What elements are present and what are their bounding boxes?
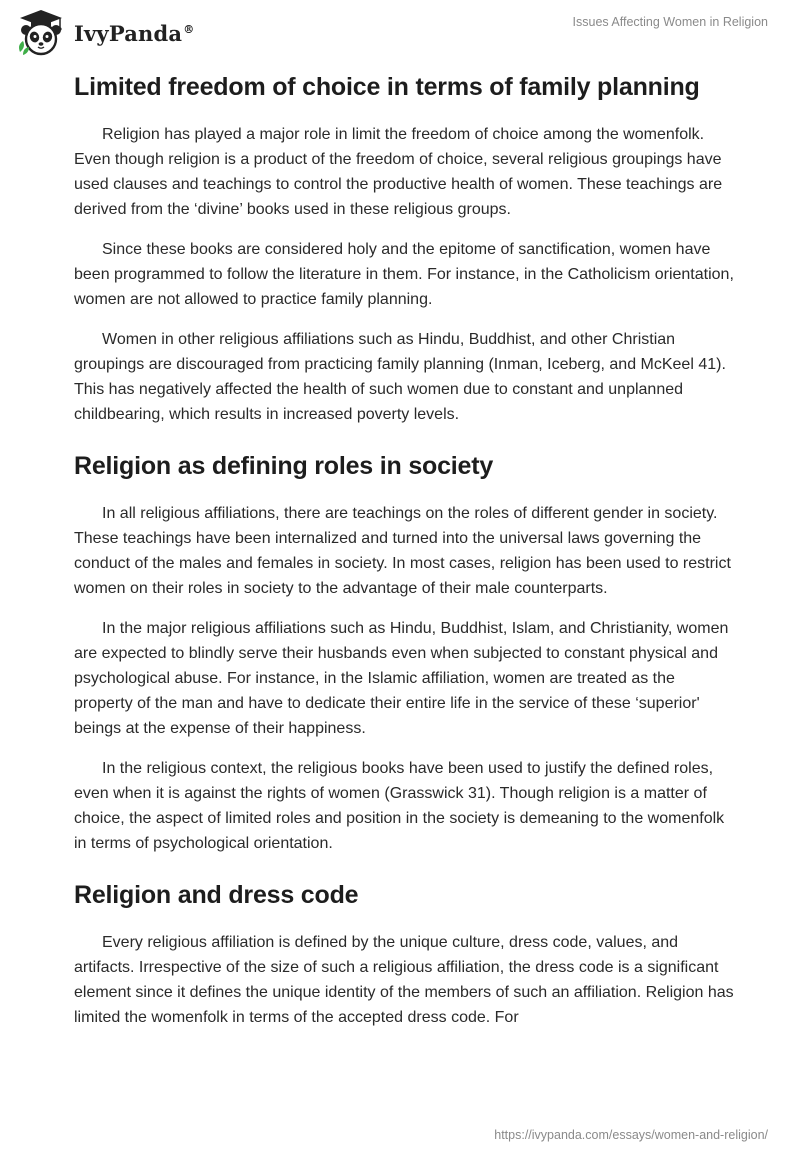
paragraph: Religion has played a major role in limit the freedom of choice among the womenfolk. Even though religion is a product of the freedom of choice, several religious groupings have used clauses and teachings to control the productive health of women. These teachings are derived from the ‘divine’ books used in these religious groups. [74,126,723,218]
paragraph: Every religious affiliation is defined by the unique culture, dress code, values, and artifacts. Irrespective of the size of such a religious affiliation, the dress code is a significant element since it defines the unique identity of the members of such an affiliation. Religion has limited the womenfolk in terms of the accepted dress code. For [74,934,734,1026]
section-heading: Religion and dress code [74,881,359,909]
section-family-planning [74,70,734,427]
document-title: Issues Affecting Women in Religion [572,15,768,29]
page-header [14,8,768,60]
paragraph: In the religious context, the religious books have been used to justify the defined roles, even when it is against the rights of women (Grasswick 31). Though religion is a matter of choice, the aspect of limited roles and position in the society is demeaning to the womenfolk in terms of psychological orientation. [74,760,725,852]
source-url[interactable]: https://ivypanda.com/essays/women-and-religion/ [494,1128,768,1142]
section-roles-in-society [74,449,734,856]
paragraph: Women in other religious affiliations such as Hindu, Buddhist, and other Christian groupings are discouraged from practicing family planning (Inman, Iceberg, and McKeel 41). This has negatively affected the health of such women due to constant and unplanned childbearing, which results in increased poverty levels. [74,331,726,423]
paragraph: In the major religious affiliations such as Hindu, Buddhist, Islam, and Christianity, women are expected to blindly serve their husbands even when subjected to constant physical and psychological abuse. For instance, in the Islamic affiliation, women are treated as the property of the man and have to dedicate their entire life in the service of these ‘superior' beings at the expense of their happiness. [74,620,729,737]
registered-mark: ® [183,22,195,36]
essay-body [74,70,734,1045]
section-heading: Religion as defining roles in society [74,452,494,480]
section-dress-code [74,878,734,1030]
ivypanda-logo[interactable] [14,8,194,58]
paragraph: Since these books are considered holy and the epitome of sanctification, women have been programmed to follow the literature in them. For instance, in the Catholicism orientation, women are not allowed to practice family planning. [74,241,734,308]
brand-name: IvyPanda® [74,20,195,46]
paragraph: In all religious affiliations, there are teachings on the roles of different gender in society. These teachings have been internalized and turned into the universal laws governing the conduct of the males and females in society. In most cases, religion has been used to restrict women on their roles in society to the advantage of their male counterparts. [74,505,731,597]
section-heading: Limited freedom of choice in terms of family planning [74,73,700,101]
panda-graduate-icon [14,8,68,58]
